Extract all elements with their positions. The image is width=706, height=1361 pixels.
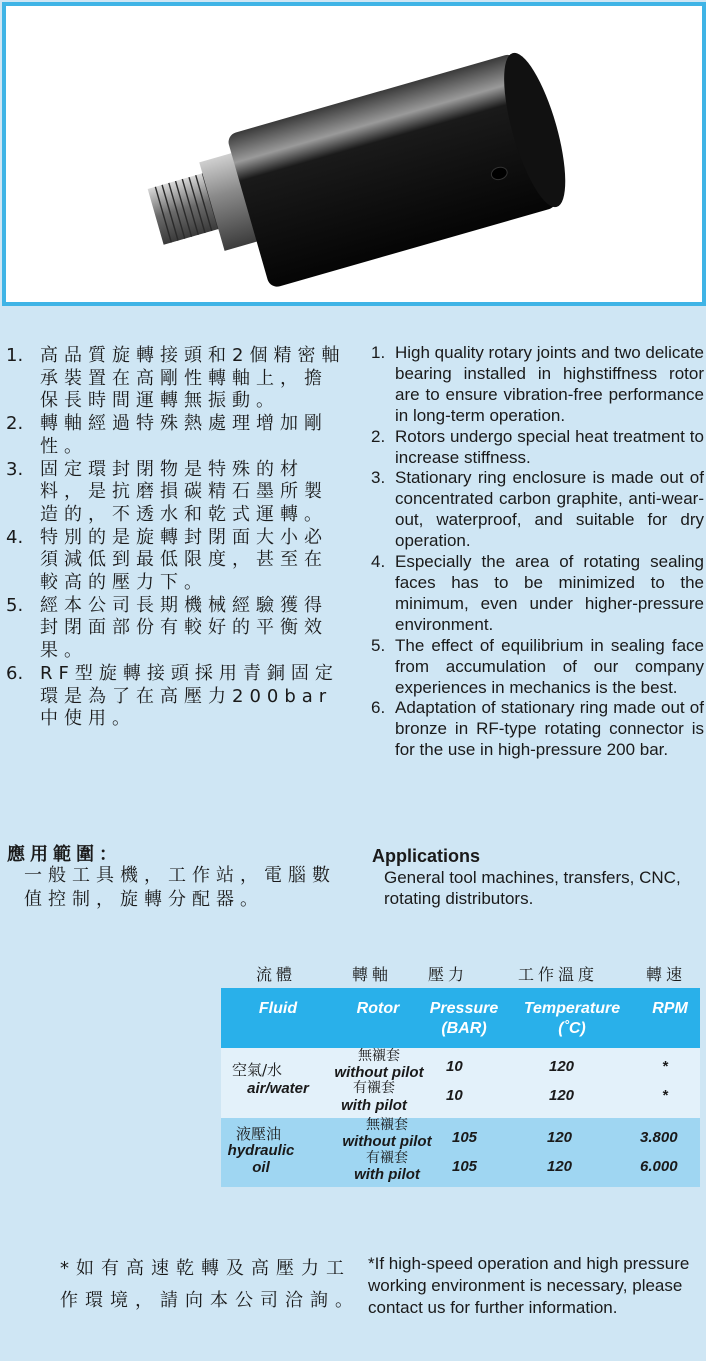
header-en-rpm: RPM [652,1000,688,1017]
fluid-en-airwater: air/water [247,1080,309,1097]
rotor-en: without pilot [342,1133,432,1150]
list-item [371,343,704,427]
applications-title-en: Applications [372,846,481,866]
item-text: Especially the area of rotating sealing faces has to be minimized to the minimum, even under higher-pressure environment. [395,552,704,634]
temperature-value: 120 [547,1158,573,1175]
item-number: 2. [6,413,24,435]
header-zh-pressure: 壓力 [428,965,469,984]
fluid-en-hydraulic: hydraulic oil [227,1142,295,1176]
pressure-value: 10 [446,1058,463,1075]
item-text: 轉軸經過特殊熱處理增加剛性。 [40,413,328,457]
pressure-value: 105 [452,1158,478,1175]
item-text: 固定環封閉物是特殊的材料，是抗磨損碳精石墨所製造的，不透水和乾式運轉。 [40,458,328,525]
fluid-zh-hydraulic: 液壓油 [236,1125,282,1143]
rotary-joint-photo [6,6,702,302]
rotor-zh: 有襯套 [353,1080,395,1096]
item-text: 高品質旋轉接頭和2個精密軸承裝置在高剛性轉軸上，擔保長時間運轉無振動。 [40,345,346,412]
note-en: *If high-speed operation and high pressure working environment is necessary, please contact us for further information. [368,1254,690,1317]
item-text: Stationary ring enclosure is made out of concentrated carbon graphite, anti-wear-out, waterproof, and suitable for dry operation. [395,468,704,551]
rotor-zh: 無襯套 [358,1048,400,1064]
item-text: 經本公司長期機械經驗獲得封閉面部份有較好的平衡效果。 [40,594,328,662]
list-item [6,527,351,595]
pressure-value: 105 [452,1129,478,1146]
item-text: The effect of equilibrium in sealing face from accumulation of our company experiences in mechanics is the best. [395,635,704,697]
list-item [6,459,351,527]
features-zh-list [6,345,351,731]
temperature-value: 120 [549,1058,575,1075]
item-text: RF型旋轉接頭採用青銅固定環是為了在高壓力200bar中使用。 [40,662,339,730]
applications-text-zh: 一般工具機，工作站，電腦數值控制，旋轉分配器。 [24,865,336,910]
item-text: High quality rotary joints and two delicate bearing installed in highstiffness rotor are to ensure vibration-free performance in long-term operation. [395,343,704,425]
product-photo-frame [2,2,706,306]
item-text: Adaptation of stationary ring made out of bronze in RF-type rotating connector is for the use in high-pressure 200 bar. [395,698,704,760]
rpm-value: 6.000 [640,1158,678,1175]
list-item [371,552,704,636]
rotor-en: with pilot [341,1097,407,1114]
rotor-zh: 有襯套 [366,1150,408,1166]
header-en-fluid: Fluid [258,1000,298,1017]
list-item [6,345,351,413]
item-text: 特別的是旋轉封閉面大小必須減低到最低限度，甚至在較高的壓力下。 [40,526,328,594]
item-number: 4. [6,526,24,548]
list-item [371,427,704,469]
applications-text-en: General tool machines, transfers, CNC, rotating distributors. [384,868,681,908]
item-number: 4. [371,552,386,572]
header-en-pressure: Pressure (BAR) [429,1000,499,1037]
rotor-zh: 無襯套 [366,1117,408,1133]
item-number: 2. [371,426,386,446]
header-zh-temperature: 工作溫度 [518,965,599,984]
header-zh-rpm: 轉速 [646,965,687,984]
header-en-rotor: Rotor [356,1000,400,1017]
item-text: Rotors undergo special heat treatment to increase stiffness. [395,426,704,467]
header-zh-fluid: 流體 [256,965,297,984]
fluid-zh-airwater: 空氣/水 [232,1061,283,1079]
rotor-en: without pilot [334,1064,424,1081]
list-item [6,663,351,731]
rotor-en: with pilot [354,1166,420,1183]
item-number: 6. [371,698,386,718]
list-item [371,636,704,699]
item-number: 5. [6,594,24,616]
rpm-value: * [662,1087,668,1104]
header-zh-rotor: 轉軸 [352,965,393,984]
temperature-value: 120 [547,1129,573,1146]
features-en-list [371,343,704,761]
list-item [371,468,704,552]
applications-title-zh: 應用範圍： [7,844,122,865]
item-number: 1. [6,345,24,366]
rpm-value: * [662,1058,668,1075]
item-number: 6. [6,662,24,684]
list-item [371,698,704,761]
item-number: 1. [371,343,386,362]
temperature-value: 120 [549,1087,575,1104]
item-number: 3. [6,458,24,480]
item-number: 3. [371,468,386,488]
header-en-temperature: Temperature (˚C) [523,1000,621,1037]
pressure-value: 10 [446,1087,463,1104]
list-item [6,413,351,458]
rpm-value: 3.800 [640,1129,678,1146]
note-zh: *如有高速乾轉及高壓力工作環境，請向本公司洽詢。 [60,1258,360,1311]
list-item [6,595,351,663]
item-number: 5. [371,635,386,655]
